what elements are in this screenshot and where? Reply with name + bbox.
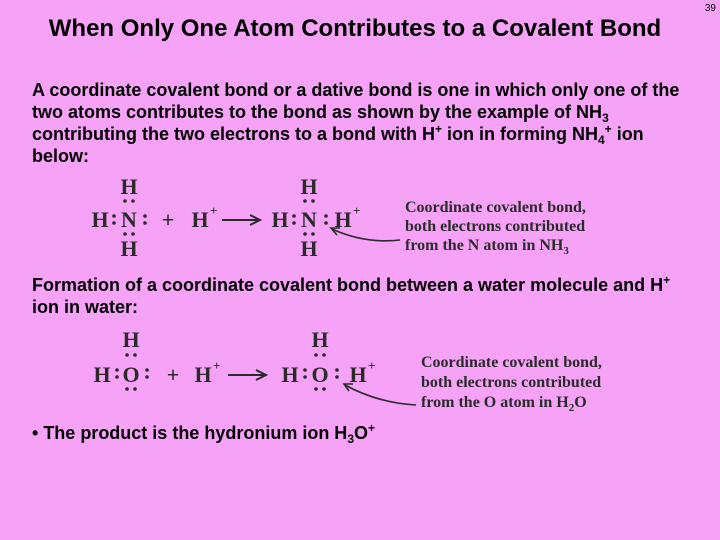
annotation-text: from the O atom in H [421,394,569,411]
subscript: 4 [597,133,605,147]
annotation-text-tail: O [574,394,587,411]
superscript: + [434,122,442,136]
atom-h-bottom: H [120,236,138,261]
ammonia-reaction-diagram [0,172,720,262]
atom-h-left: H [91,207,109,232]
bullet-text: The product is the hydronium ion H [38,423,348,443]
annotation-line-3 [405,237,569,257]
superscript: + [368,421,376,435]
paragraph-text: Formation of a coordinate covalent bond between a water molecule and H [32,275,664,295]
plus-sign: + [161,207,175,232]
bullet-marker: • [32,423,39,443]
annotation-line-1: Coordinate covalent bond, [421,354,602,371]
paragraph-text: ion in water: [32,297,139,317]
slide-title: When Only One Atom Contributes to a Covalent Bond [48,15,662,42]
subscript: 3 [347,432,354,446]
atom-h-top: H [120,174,138,199]
reaction-arrow [228,370,266,380]
atom-h-right: H [349,362,367,387]
annotation-subscript: 3 [563,245,569,257]
paragraph-water [32,274,692,318]
superscript: + [663,273,671,287]
atom-o: O [311,362,329,387]
atom-n: N [301,207,317,232]
h-ion: H [191,207,209,232]
annotation-text: from the N atom in NH [405,237,564,254]
paragraph-text: contributing the two electrons to a bond with H [32,124,435,144]
paragraph-coordinate-bond [32,79,692,167]
annotation-line-1: Coordinate covalent bond, [405,199,586,216]
bullet-hydronium [32,422,692,444]
pointer-arrow [344,384,416,405]
paragraph-text: ion below: [32,124,644,166]
atom-h-left: H [281,362,299,387]
bullet-text: O [354,423,369,443]
atom-h-left: H [93,362,111,387]
atom-h-bottom: H [300,236,318,261]
atom-h-right: H [334,207,352,232]
h-ion: H [194,362,212,387]
h-ion-charge: + [213,358,221,373]
atom-h-top: H [311,327,329,352]
subscript: 3 [602,111,609,125]
atom-h-left: H [271,207,289,232]
atom-n: N [121,207,137,232]
atom-h-top: H [300,174,318,199]
paragraph-text: A coordinate covalent bond or a dative bond is one in which only one of the two atoms contributes to the bond as shown by the example of NH [32,80,680,122]
annotation-subscript: 2 [568,402,575,414]
water-reaction-diagram [0,325,720,415]
water-reaction-svg [0,325,720,415]
annotation-line-2: both electrons contributed [421,374,602,391]
paragraph-text: ion in forming NH [442,124,598,144]
h-ion-charge: + [353,203,361,218]
atom-h-top: H [122,327,140,352]
page-number: 39 [704,3,716,14]
reaction-arrow [222,215,260,225]
ammonia-reaction-svg [0,172,720,262]
annotation-line-2: both electrons contributed [405,218,586,235]
annotation-line-3 [421,394,587,414]
h-ion-charge: + [368,358,376,373]
plus-sign: + [166,362,180,387]
atom-o: O [122,362,140,387]
superscript: + [604,122,612,136]
h-ion-charge: + [210,203,218,218]
